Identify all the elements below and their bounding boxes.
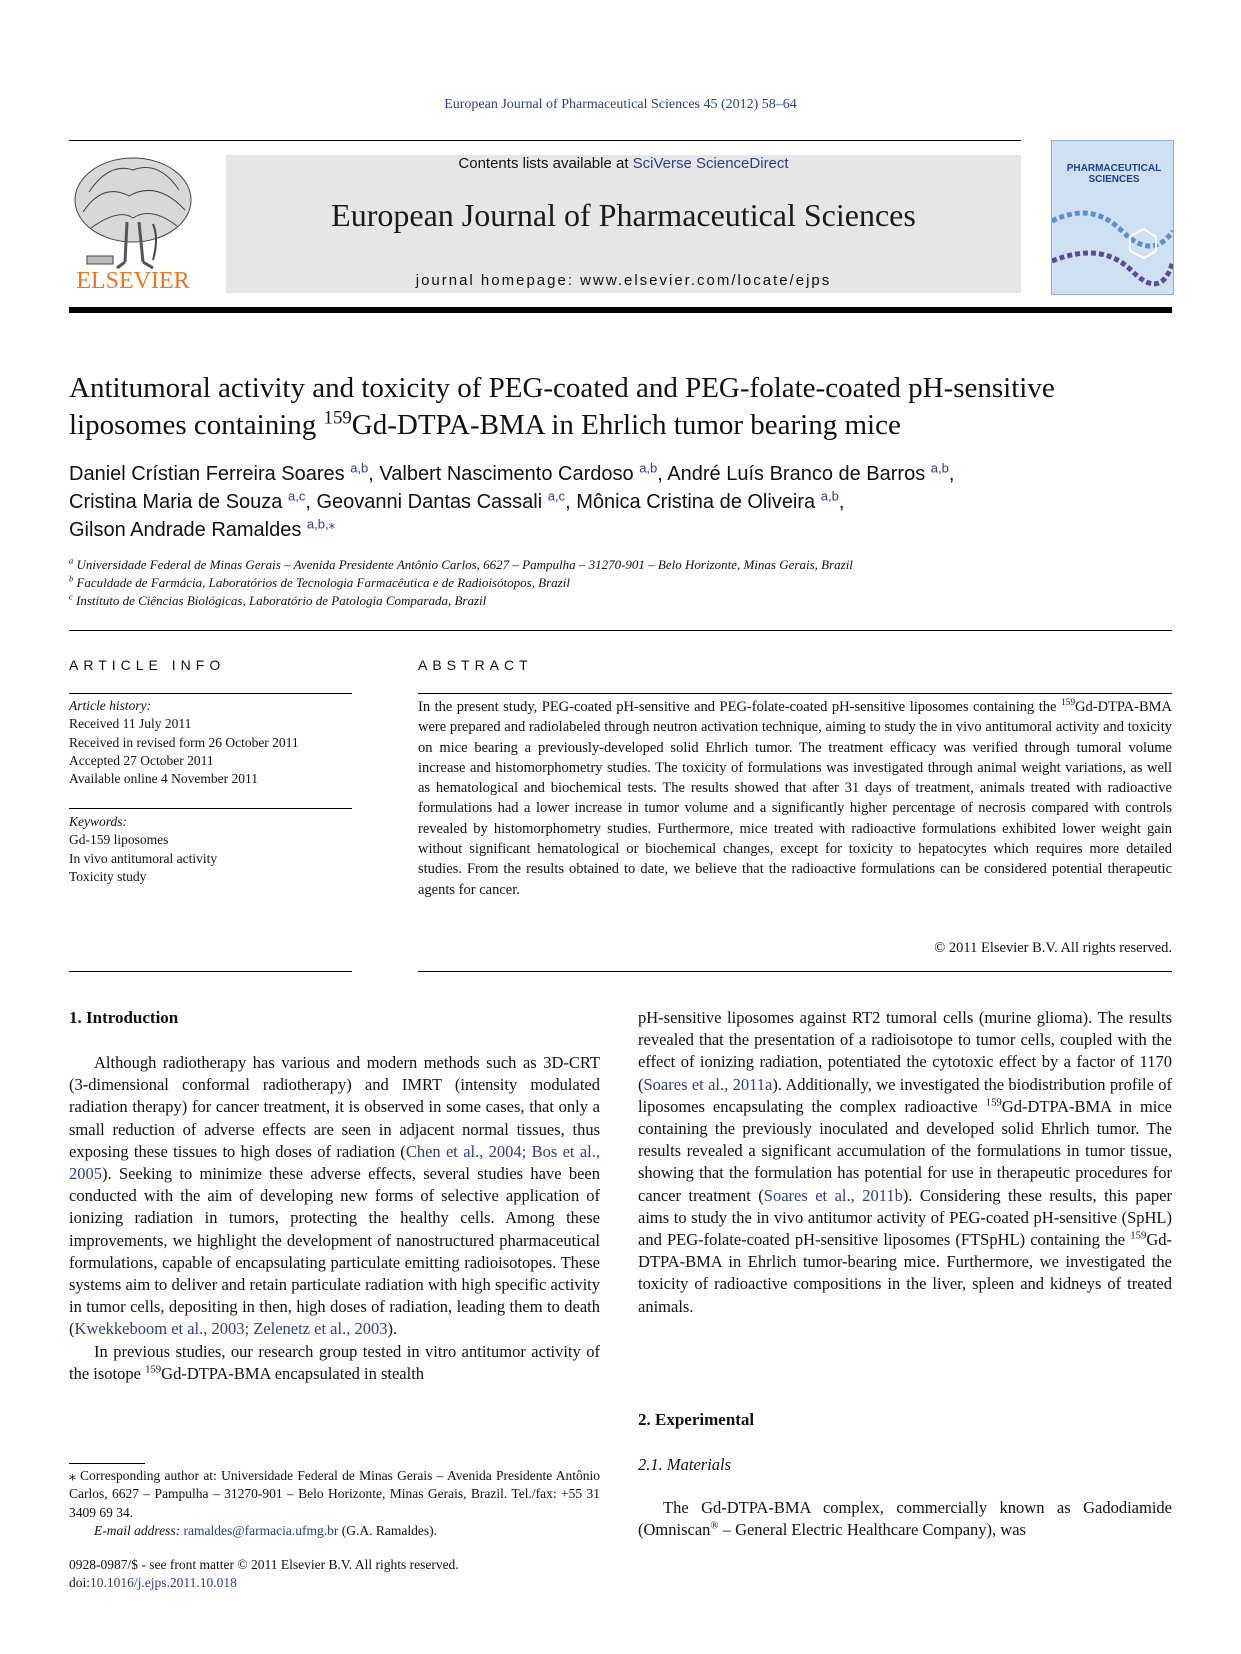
left-column-body — [69, 1052, 600, 1385]
history-item: Received 11 July 2011 — [69, 716, 192, 732]
contents-line — [226, 155, 1021, 172]
history-item: Available online 4 November 2011 — [69, 771, 258, 787]
author-list — [69, 460, 1179, 544]
journal-citation[interactable]: European Journal of Pharmaceutical Sciences 45 (2012) 58–64 — [444, 97, 797, 112]
history-item: Received in revised form 26 October 2011 — [69, 734, 299, 750]
citation-link[interactable]: Chen et al., 2004; Bos et al., 2005 — [69, 1141, 600, 1184]
journal-homepage-link[interactable]: journal homepage: www.elsevier.com/locate/ejps — [415, 272, 832, 289]
doi-link[interactable]: 10.1016/j.ejps.2011.10.018 — [90, 1575, 237, 1591]
paragraph: In previous studies, our research group tested in vitro antitumor activity of the isotope $^{159}$Gd-DTPA-BMA encapsulated in stealth — [69, 1341, 600, 1383]
paragraph: Although radiotherapy has various and modern methods such as 3D-CRT (3-dimensional conformal radiotherapy) and IMRT (intensity modulated radiation therapy) for cancer treatment, it is observed in some cases, that only a small reduction of adverse effects are seen in adjacent normal tissues, thus exposing these tissues to high doses of radiation (Chen et al., 2004; Bos et al., 2005). Seeking to minimize these adverse effects, several studies have been conducted with the aim of developing new forms of selective application of ionizing radiation in tumors, protecting the healthy cells. Among these improvements, we highlight the development of nanostructured pharmaceutical formulations, capable of encapsulating particulate emitting radioisotopes. These systems aim to deliver and retain particulate radiation with high specific activity in tumor cells, depositing in then, high doses of radiation, leading them to death (Kwekkeboom et al., 2003; Zelenetz et al., 2003). — [69, 1053, 600, 1339]
cover-title: PHARMACEUTICAL SCIENCES — [1066, 163, 1162, 185]
divider — [418, 971, 1172, 972]
paragraph: pH-sensitive liposomes against RT2 tumoral cells (murine glioma). The results revealed that the presentation of a radioisotope to tumor cells, coupled with the effect of ionizing radiation, potentiated the cytotoxic effect by a factor of 1170 (Soares et al., 2011a). Additionally, we investigated the biodistribution profile of liposomes encapsulating the complex radioactive $^{159}$Gd-DTPA-BMA in mice containing the previously inoculated and developed solid Ehrlich tumor. The results revealed a significant accumulation of the formulations in tumor tissue, showing that the formulation has potential for use in therapeutic procedures for cancer treatment (Soares et al., 2011b). Considering these results, this paper aims to study the in vivo antitumor activity of PEG-coated pH-sensitive (SpHL) and PEG-folate-coated pH-sensitive liposomes (FTSpHL) containing the $^{159}$Gd-DTPA-BMA in Ehrlich tumor-bearing mice. Furthermore, we investigated the toxicity of radioactive compositions in the liver, spleen and kidneys of treated animals. — [638, 1008, 1173, 1316]
subsection-heading-materials: 2.1. Materials — [638, 1455, 732, 1474]
title-sup: 159 — [323, 407, 352, 429]
title-line-2-post: Gd-DTPA-BMA in Ehrlich tumor bearing mice — [351, 409, 901, 441]
article-history — [69, 697, 352, 788]
article-title — [69, 370, 1179, 444]
keyword: Gd-159 liposomes — [69, 832, 169, 848]
elsevier-wordmark: ELSEVIER — [76, 268, 190, 294]
author: André Luís Branco de Barros $^{a,b}$, — [667, 460, 955, 485]
header-rule — [69, 140, 1021, 141]
corresponding-author-footnote — [69, 1467, 600, 1540]
materials-body — [638, 1497, 1172, 1541]
right-column-body — [638, 1007, 1172, 1318]
title-line-2-pre: liposomes containing — [69, 409, 324, 441]
author: Valbert Nascimento Cardoso $^{a,b}$, — [379, 460, 668, 485]
title-line-2 — [69, 407, 1179, 444]
footnote-rule — [69, 1463, 145, 1464]
divider — [418, 693, 1172, 694]
front-matter-text: 0928-0987/$ - see front matter © 2011 Elsevier B.V. All rights reserved. — [69, 1557, 459, 1572]
abstract-copyright: © 2011 Elsevier B.V. All rights reserved. — [934, 940, 1172, 956]
journal-name: European Journal of Pharmaceutical Sciences — [331, 197, 916, 233]
author: Mônica Cristina de Oliveira $^{a,b}$, — [576, 488, 845, 513]
email-line: E-mail address: ramaldes@farmacia.ufmg.br (G.A. Ramaldes). — [94, 1522, 437, 1538]
affiliation: $^b$ Faculdade de Farmácia, Laboratórios de Tecnologia Farmacêutica e de Radioisótopos, Brazil — [69, 573, 570, 590]
author: Daniel Crístian Ferreira Soares $^{a,b}$, — [69, 460, 380, 485]
history-label: Article history: — [69, 698, 152, 713]
author: Geovanni Dantas Cassali $^{a,c}$, — [316, 488, 577, 513]
citation-link[interactable]: Kwekkeboom et al., 2003; Zelenetz et al., 2003 — [74, 1319, 388, 1339]
front-matter — [69, 1556, 600, 1593]
keywords — [69, 813, 352, 886]
affiliations — [69, 556, 1179, 610]
keyword: Toxicity study — [69, 868, 147, 884]
keyword: In vivo antitumoral activity — [69, 850, 218, 866]
sciencedirect-link[interactable]: SciVerse ScienceDirect — [632, 155, 789, 172]
history-item: Accepted 27 October 2011 — [69, 752, 214, 768]
affiliation: $^a$ Universidade Federal de Minas Gerais – Avenida Presidente Antônio Carlos, 6627 – Pampulha – 31270-901 – Belo Horizonte, Minas Gerais, Brazil — [69, 555, 853, 572]
affiliation: $^c$ Instituto de Ciências Biológicas, Laboratório de Patologia Comparada, Brazil — [69, 591, 487, 608]
footnote-text: ⁎ Corresponding author at: Universidade Federal de Minas Gerais – Avenida Presidente Antônio Carlos, 6627 – Pampulha – 31270-901 – Belo Horizonte, Minas Gerais, Brazil. Tel./fax: +55 31 3409 69 34. — [69, 1468, 600, 1520]
divider — [69, 630, 1172, 631]
author-corresponding: Gilson Andrade Ramaldes $^{a,b,⁎}$ — [69, 516, 336, 541]
journal-cover-thumbnail[interactable] — [1051, 140, 1174, 295]
citation-link[interactable]: Soares et al., 2011a — [643, 1074, 773, 1094]
email-link[interactable]: ramaldes@farmacia.ufmg.br — [183, 1522, 339, 1538]
keywords-label: Keywords: — [69, 814, 127, 829]
abstract-text: In the present study, PEG-coated pH-sensitive and PEG-folate-coated pH-sensitive liposomes containing the $^{159}$Gd-DTPA-BMA were prepared and radiolabeled through neutron activation technique, aiming to study the in vivo antitumoral activity and toxicity on mice bearing a previously-developed solid Ehrlich tumor. The treatment efficacy was verified through tumoral volume increase and histomorphometry studies. The toxicity of formulations was investigated through animal weight variations, as well as hematological and biochemical tests. The results showed that after 31 days of treatment, animals treated with radioactive formulations had a lower increase in tumor volume and a significantly higher percentage of necrosis compared with controls revealed by histomorphometry studies. Furthermore, mice treated with radioactive formulations exhibited lower weight gain without significant hematological or biochemical changes, except for toxicity to hepatocytes which requires more detailed studies. From the results obtained to date, we believe that the radioactive formulations can be considered potential therapeutic agents for cancer. — [418, 698, 1172, 898]
divider — [69, 971, 352, 972]
section-heading-introduction: 1. Introduction — [69, 1008, 179, 1027]
doi-line: doi:10.1016/j.ejps.2011.10.018 — [69, 1575, 237, 1591]
cover-molecule-icon — [1052, 141, 1173, 294]
header-thick-rule — [69, 307, 1172, 313]
section-heading-experimental: 2. Experimental — [638, 1410, 755, 1429]
divider — [69, 693, 352, 694]
abstract-heading: ABSTRACT — [418, 657, 533, 673]
paragraph: The Gd-DTPA-BMA complex, commercially known as Gadodiamide (Omniscan® – General Electric Healthcare Company), was — [638, 1498, 1172, 1540]
title-line-1: Antitumoral activity and toxicity of PEG-coated and PEG-folate-coated pH-sensitive — [69, 372, 1055, 404]
citation-link[interactable]: Soares et al., 2011b — [763, 1185, 903, 1205]
article-info-heading: ARTICLE INFO — [69, 657, 226, 673]
contents-prefix: Contents lists available at — [458, 155, 633, 172]
author: Cristina Maria de Souza $^{a,c}$, — [69, 488, 317, 513]
divider — [69, 808, 352, 809]
